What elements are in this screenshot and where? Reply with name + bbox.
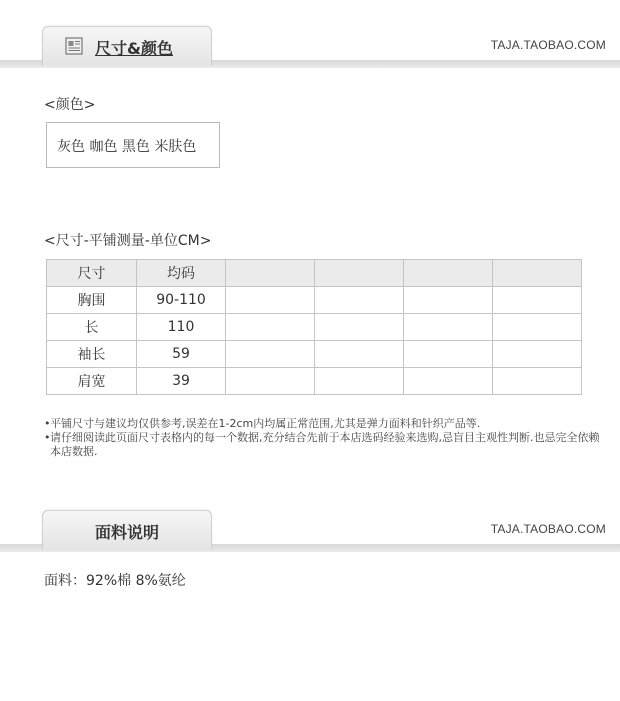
table-cell: [315, 287, 404, 314]
color-box: [46, 122, 220, 168]
shop-url: TAJA.TAOBAO.COM: [490, 522, 606, 536]
note-text: 平铺尺寸与建议均仅供参考,误差在1-2cm内均属正常范围,尤其是弹力面料和针织产品等.: [50, 417, 481, 430]
table-row: [47, 368, 582, 395]
table-header-cell: [493, 260, 582, 287]
shop-url: TAJA.TAOBAO.COM: [490, 38, 606, 52]
table-cell: 39: [137, 368, 226, 395]
table-cell: [315, 368, 404, 395]
document-icon: [65, 37, 83, 55]
table-cell: [226, 368, 315, 395]
bullet: •: [44, 431, 51, 444]
header-tab: [42, 510, 212, 550]
table-cell: [493, 287, 582, 314]
table-cell: 胸围: [47, 287, 137, 314]
note-item: [44, 431, 604, 459]
table-cell: 袖长: [47, 341, 137, 368]
table-cell: [404, 341, 493, 368]
size-notes: [44, 417, 604, 459]
table-row: [47, 287, 582, 314]
table-header-cell: [404, 260, 493, 287]
bullet: •: [44, 417, 51, 430]
table-header-row: [47, 260, 582, 287]
table-header-cell: 尺寸: [47, 260, 137, 287]
table-cell: 肩宽: [47, 368, 137, 395]
header-tab: [42, 26, 212, 66]
table-cell: 长: [47, 314, 137, 341]
table-cell: [404, 314, 493, 341]
table-cell: [404, 368, 493, 395]
size-table: [46, 259, 582, 395]
table-cell: [226, 341, 315, 368]
fabric-header: [0, 510, 620, 558]
table-cell: 110: [137, 314, 226, 341]
table-header-cell: [315, 260, 404, 287]
table-cell: [315, 341, 404, 368]
table-header-cell: [226, 260, 315, 287]
note-text: 请仔细阅读此页面尺寸表格内的每一个数据,充分结合先前于本店选码经验来选购,忌盲目主观性判断.也忌完全依赖本店数据.: [50, 431, 600, 458]
table-header-cell: 均码: [137, 260, 226, 287]
section-title: 面料说明: [95, 523, 160, 542]
table-row: [47, 341, 582, 368]
table-cell: [493, 368, 582, 395]
size-label: <尺寸-平铺测量-单位CM>: [44, 233, 212, 249]
section-title: 尺寸&颜色: [95, 39, 173, 58]
table-cell: 90-110: [137, 287, 226, 314]
table-cell: [404, 287, 493, 314]
note-item: [44, 417, 604, 431]
table-cell: [226, 314, 315, 341]
table-cell: [226, 287, 315, 314]
color-values: 灰色 咖色 黑色 米肤色: [57, 139, 197, 155]
fabric-composition: 面料：92%棉 8%氨纶: [44, 573, 186, 589]
table-cell: [493, 314, 582, 341]
table-cell: [493, 341, 582, 368]
table-cell: 59: [137, 341, 226, 368]
table-row: [47, 314, 582, 341]
table-cell: [315, 314, 404, 341]
color-label: <颜色>: [44, 97, 96, 113]
size-color-header: [0, 26, 620, 74]
